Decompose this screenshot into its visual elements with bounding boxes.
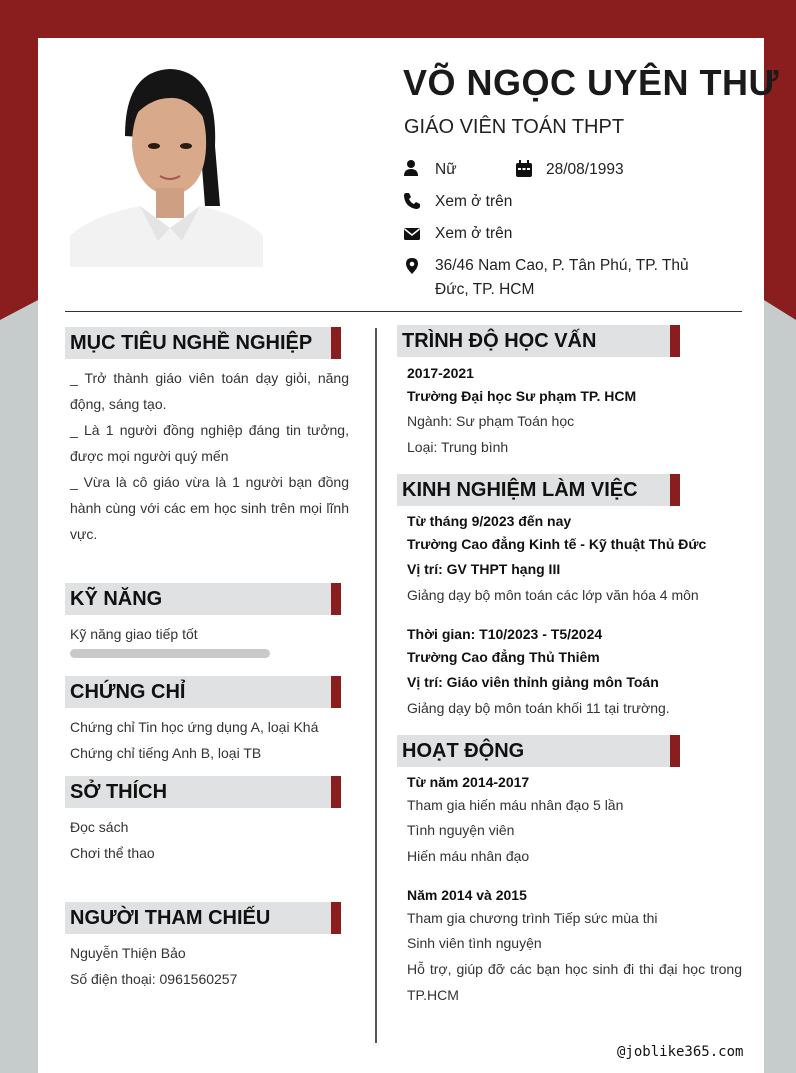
- section-education-header: [397, 325, 680, 357]
- certificate-item: Chứng chỉ tiếng Anh B, loại TB: [70, 745, 262, 761]
- job-period: Thời gian: T10/2023 - T5/2024: [407, 626, 603, 642]
- education-period: 2017-2021: [407, 365, 474, 381]
- column-divider: [375, 328, 377, 1043]
- candidate-name: VÕ NGỌC UYÊN THƯ: [403, 62, 779, 103]
- section-title: KỸ NĂNG: [70, 588, 163, 610]
- section-hobbies-header: [65, 776, 341, 808]
- section-title: TRÌNH ĐỘ HỌC VẤN: [402, 330, 597, 352]
- activity-item: Tham gia chương trình Tiếp sức mùa thi: [407, 910, 658, 926]
- objective-item: _ Vừa là cô giáo vừa là 1 người bạn đồng hành cùng với các em học sinh trên mọi lĩnh vực.: [70, 474, 349, 542]
- hobby-item: Chơi thể thao: [70, 845, 155, 861]
- activity-item: Tham gia hiến máu nhân đạo 5 lần: [407, 797, 624, 813]
- address-line-2: Đức, TP. HCM: [435, 281, 535, 298]
- job-company: Trường Cao đẳng Kinh tế - Kỹ thuật Thủ Đức: [407, 536, 707, 552]
- section-certificates-header: [65, 676, 341, 708]
- education-school: Trường Đại học Sư phạm TP. HCM: [407, 388, 637, 404]
- envelope-icon: [403, 225, 421, 243]
- section-objective-header: [65, 327, 341, 359]
- section-title: NGƯỜI THAM CHIẾU: [70, 907, 271, 929]
- job-company: Trường Cao đẳng Thủ Thiêm: [407, 649, 600, 665]
- certificate-item: Chứng chỉ Tin học ứng dụng A, loại Khá: [70, 719, 319, 735]
- skill-level-bar: [70, 649, 270, 658]
- profile-photo: [70, 66, 263, 267]
- activity-item: Hiến máu nhân đạo: [407, 848, 530, 864]
- activity-period: Từ năm 2014-2017: [407, 774, 530, 790]
- section-title: CHỨNG CHỈ: [70, 681, 186, 703]
- job-title: GIÁO VIÊN TOÁN THPT: [404, 116, 625, 138]
- user-icon: [402, 159, 420, 177]
- birthdate: 28/08/1993: [546, 161, 624, 178]
- education-grade: Loại: Trung bình: [407, 439, 509, 455]
- section-activities-header: [397, 735, 680, 767]
- section-experience-header: [397, 474, 680, 506]
- job-position: Vị trí: GV THPT hạng III: [407, 561, 561, 577]
- watermark: @joblike365.com: [617, 1044, 744, 1060]
- phone-icon: [403, 192, 421, 210]
- phone[interactable]: Xem ở trên: [435, 193, 513, 210]
- objective-item: _ Là 1 người đồng nghiệp đáng tin tưởng, được mọi người quý mến: [70, 422, 349, 464]
- activity-item-continued: TP.HCM: [407, 987, 459, 1003]
- skill-name: Kỹ năng giao tiếp tốt: [70, 626, 198, 642]
- address-line-1: 36/46 Nam Cao, P. Tân Phú, TP. Thủ: [435, 257, 689, 274]
- activity-period: Năm 2014 và 2015: [407, 887, 527, 903]
- reference-phone: Số điện thoại: 0961560257: [70, 971, 238, 987]
- section-references-header: [65, 902, 341, 934]
- email[interactable]: Xem ở trên: [435, 225, 513, 242]
- section-title: SỞ THÍCH: [70, 781, 168, 803]
- section-title: MỤC TIÊU NGHỀ NGHIỆP: [70, 332, 313, 354]
- job-position: Vị trí: Giáo viên thỉnh giảng môn Toán: [407, 674, 659, 690]
- calendar-icon: [515, 160, 533, 178]
- job-description: Giảng dạy bộ môn toán các lớp văn hóa 4 môn: [407, 587, 699, 603]
- job-period: Từ tháng 9/2023 đến nay: [407, 513, 572, 529]
- activity-item: Tình nguyện viên: [407, 822, 515, 838]
- job-description: Giảng dạy bộ môn toán khối 11 tại trường.: [407, 700, 670, 716]
- hobby-item: Đọc sách: [70, 819, 129, 835]
- activity-item: Hỗ trợ, giúp đỡ các bạn học sinh đi thi đại học trong: [407, 961, 742, 977]
- section-title: HOẠT ĐỘNG: [402, 740, 525, 762]
- gender: Nữ: [435, 161, 457, 178]
- section-skills-header: [65, 583, 341, 615]
- map-pin-icon: [403, 257, 421, 275]
- header-divider: [65, 311, 742, 312]
- section-title: KINH NGHIỆM LÀM VIỆC: [402, 479, 638, 501]
- activity-item: Sinh viên tình nguyện: [407, 935, 542, 951]
- education-major: Ngành: Sư phạm Toán học: [407, 413, 575, 429]
- reference-name: Nguyễn Thiện Bảo: [70, 945, 186, 961]
- objective-item: _ Trở thành giáo viên toán dạy giỏi, năng động, sáng tạo.: [70, 370, 349, 412]
